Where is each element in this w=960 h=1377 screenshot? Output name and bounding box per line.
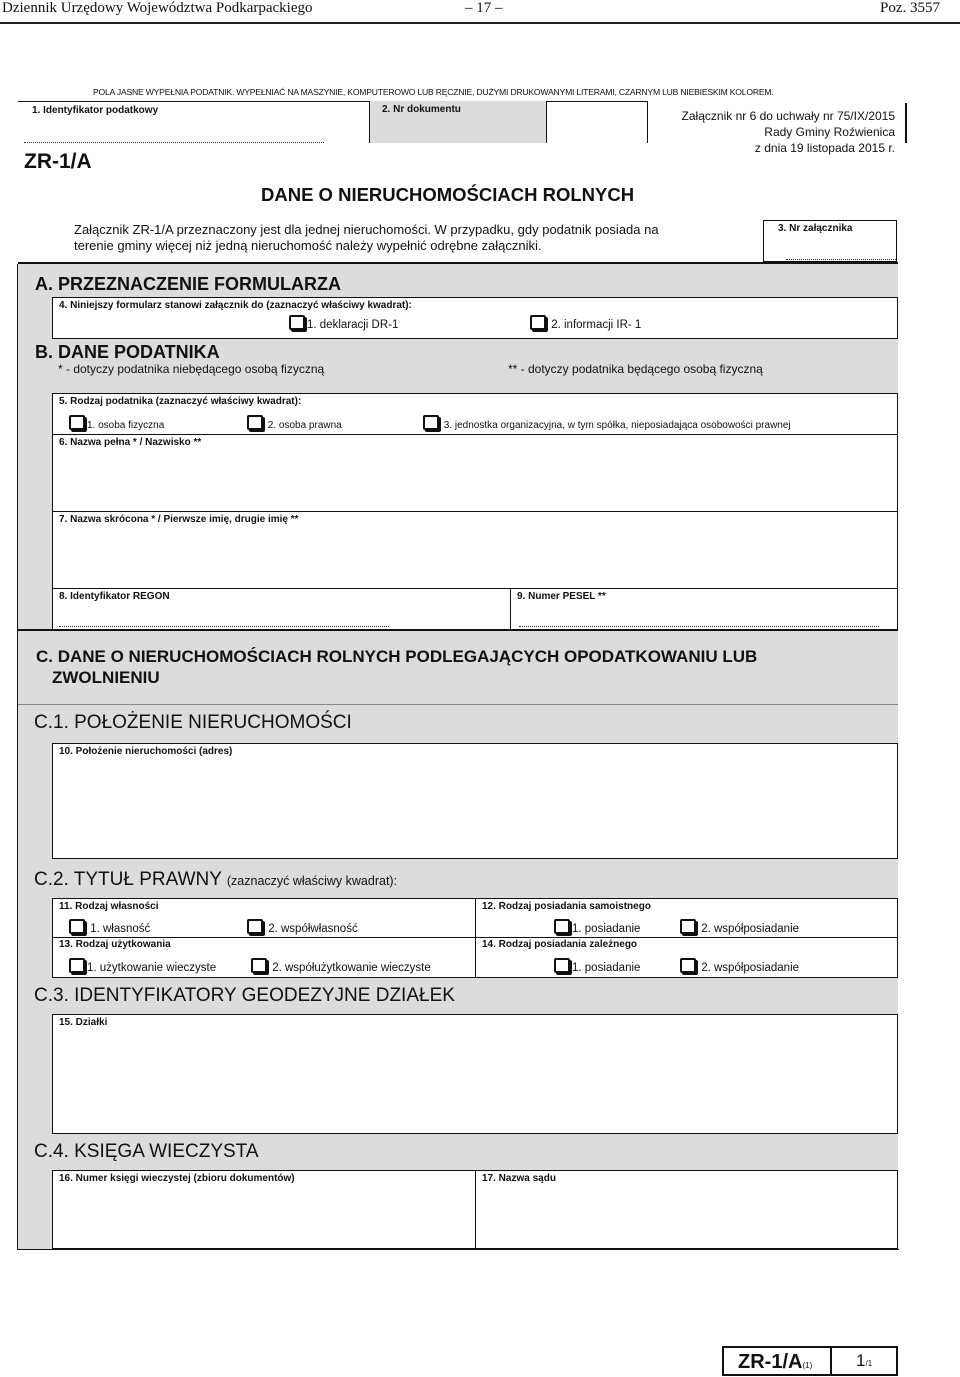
field-court-name-label: 17. Nazwa sądu <box>482 1173 556 1184</box>
option-co-ownership[interactable] <box>247 919 358 935</box>
field-ownership-type <box>52 898 476 938</box>
checkbox-icon[interactable] <box>680 958 696 973</box>
field-land-register-number-label: 16. Numer księgi wieczystej (zbioru dokumentów) <box>59 1173 295 1184</box>
field-regon-line <box>59 626 389 627</box>
option-perpetual-usufruct[interactable] <box>69 958 216 974</box>
field-attachment-number-label: 3. Nr załącznika <box>778 223 853 234</box>
field-independent-possession-label: 12. Rodzaj posiadania samoistnego <box>482 901 651 912</box>
section-a-title: A. PRZEZNACZENIE FORMULARZA <box>35 274 341 294</box>
footer-page: 1 <box>856 1351 866 1370</box>
checkbox-icon[interactable] <box>69 958 85 973</box>
option-ownership[interactable] <box>69 919 150 935</box>
field-doc-number-label: 2. Nr dokumentu <box>382 104 461 115</box>
field-full-name[interactable] <box>52 434 898 512</box>
checkbox-icon[interactable] <box>530 315 546 330</box>
option-co-ownership-label: 2. współwłasność <box>268 923 358 935</box>
section-c-title-line: C. DANE O NIERUCHOMOŚCIACH ROLNYCH PODLEGAJĄCYCH OPODATKOWANIU LUB <box>36 647 758 666</box>
option-ownership-label: 1. własność <box>90 923 151 935</box>
section-c2-title <box>34 869 397 891</box>
form-left-rule <box>17 264 18 1250</box>
field-plots[interactable] <box>52 1014 898 1134</box>
field-pesel[interactable] <box>510 588 898 630</box>
section-c-title-line: ZWOLNIENIU <box>52 668 160 687</box>
field-usage-type <box>52 937 476 978</box>
checkbox-icon[interactable] <box>680 919 696 934</box>
section-c-title <box>36 646 757 688</box>
footer-form-code-sub: (1) <box>802 1361 813 1370</box>
attachment-note <box>640 108 895 156</box>
checkbox-icon[interactable] <box>247 919 263 934</box>
attachment-note-line: Rady Gminy Roźwienica <box>764 125 895 139</box>
divider <box>18 704 898 705</box>
intro-line: Załącznik ZR-1/A przeznaczony jest dla jednej nieruchomości. W przypadku, gdy podatnik posiada na <box>74 222 659 237</box>
field-tax-id-line <box>24 142 324 143</box>
option-dep-co-possession[interactable] <box>680 958 799 974</box>
checkbox-icon[interactable] <box>247 415 263 430</box>
note-non-natural: * - dotyczy podatnika niebędącego osobą fizyczną <box>58 362 325 376</box>
checkbox-icon[interactable] <box>423 415 439 430</box>
footer-form-code <box>738 1351 812 1374</box>
header-rule <box>0 22 960 24</box>
field-independent-possession <box>475 898 898 938</box>
option-ir1-label: 2. informacji IR- 1 <box>551 319 642 331</box>
form-title: DANE O NIERUCHOMOŚCIACH ROLNYCH <box>261 184 635 205</box>
option-dr1[interactable] <box>289 315 398 331</box>
checkbox-icon[interactable] <box>251 958 267 973</box>
section-c-rule <box>18 629 898 631</box>
checkbox-icon[interactable] <box>554 958 570 973</box>
attachment-note-line: z dnia 19 listopada 2015 r. <box>754 141 895 155</box>
option-co-perpetual-usufruct-label: 2. współużytkowanie wieczyste <box>272 962 431 974</box>
note-natural: ** - dotyczy podatnika będącego osobą fizyczną <box>508 362 763 376</box>
field-property-location[interactable] <box>52 743 898 859</box>
section-c3-title: C.3. IDENTYFIKATORY GEODEZYJNE DZIAŁEK <box>34 985 455 1006</box>
field-land-register-number[interactable] <box>52 1170 476 1249</box>
intro-text <box>74 222 659 254</box>
field-form-purpose-label: 4. Niniejszy formularz stanowi załącznik do (zaznaczyć właściwy kwadrat): <box>59 300 412 311</box>
field-tax-id[interactable] <box>18 101 370 143</box>
option-co-possession-label: 2. współposiadanie <box>701 923 800 935</box>
field-court-name[interactable] <box>475 1170 898 1249</box>
form-code: ZR-1/A <box>24 150 92 173</box>
checkbox-icon[interactable] <box>554 919 570 934</box>
checkbox-icon[interactable] <box>289 315 305 330</box>
option-organizational-unit-label: 3. jednostka organizacyjna, w tym spółka, nieposiadająca osobowości prawnej <box>443 420 791 431</box>
field-doc-number[interactable] <box>546 101 648 143</box>
option-legal-person[interactable] <box>247 415 342 431</box>
option-co-possession[interactable] <box>680 919 799 935</box>
field-attachment-number-line <box>786 259 896 260</box>
field-attachment-number[interactable] <box>763 220 897 262</box>
footer-code-box <box>722 1346 898 1376</box>
intro-line: terenie gminy więcej niż jedną nieruchomość należy wypełnić odrębne załączniki. <box>74 238 542 253</box>
field-dependent-possession-label: 14. Rodzaj posiadania zależnego <box>482 939 638 950</box>
field-short-name-label: 7. Nazwa skrócona * / Pierwsze imię, drugie imię ** <box>59 514 299 525</box>
option-possession[interactable] <box>554 919 640 935</box>
option-dep-possession[interactable] <box>554 958 640 974</box>
field-tax-id-label: 1. Identyfikator podatkowy <box>32 105 159 116</box>
footer-page-of: /1 <box>865 1359 873 1368</box>
page-number: – 17 – <box>465 0 503 16</box>
field-full-name-label: 6. Nazwa pełna * / Nazwisko ** <box>59 437 202 448</box>
option-dr1-label: 1. deklaracji DR-1 <box>307 319 399 331</box>
option-co-perpetual-usufruct[interactable] <box>251 958 431 974</box>
footer-divider <box>830 1348 832 1374</box>
field-regon[interactable] <box>52 588 511 630</box>
option-perpetual-usufruct-label: 1. użytkowanie wieczyste <box>87 962 217 974</box>
footer-form-code-text: ZR-1/A <box>738 1351 803 1373</box>
field-dependent-possession <box>475 937 898 978</box>
field-regon-label: 8. Identyfikator REGON <box>59 591 170 602</box>
attachment-note-line: Załącznik nr 6 do uchwały nr 75/IX/2015 <box>681 109 895 123</box>
option-dep-co-possession-label: 2. współposiadanie <box>701 962 800 974</box>
option-natural-person-label: 1. osoba fizyczna <box>87 420 165 431</box>
field-ownership-type-label: 11. Rodzaj własności <box>59 901 159 912</box>
field-short-name[interactable] <box>52 511 898 589</box>
option-organizational-unit[interactable] <box>423 415 791 431</box>
option-legal-person-label: 2. osoba prawna <box>267 420 342 431</box>
section-c4-title: C.4. KSIĘGA WIECZYSTA <box>34 1141 259 1162</box>
section-c1-title: C.1. POŁOŻENIE NIERUCHOMOŚCI <box>34 712 352 733</box>
position-number: Poz. 3557 <box>880 0 940 16</box>
checkbox-icon[interactable] <box>69 415 85 430</box>
field-property-location-label: 10. Położenie nieruchomości (adres) <box>59 746 233 757</box>
field-taxpayer-type <box>52 393 898 435</box>
journal-title: Dziennik Urzędowy Województwa Podkarpackiego <box>2 0 313 16</box>
option-dep-possession-label: 1. posiadanie <box>572 962 641 974</box>
fill-instruction: POLA JASNE WYPEŁNIA PODATNIK. WYPEŁNIAĆ NA MASZYNIE, KOMPUTEROWO LUB RĘCZNIE, DUŻYMI DRUKOWANYMI LITERAMI, CZARNYM LUB NIEBIESKIM KOLOREM. <box>93 87 774 97</box>
field-pesel-line <box>519 626 879 627</box>
option-natural-person[interactable] <box>69 415 164 431</box>
checkbox-icon[interactable] <box>69 919 85 934</box>
section-c2-hint: (zaznaczyć właściwy kwadrat): <box>226 874 398 888</box>
section-c2-title-text: C.2. TYTUŁ PRAWNY <box>34 869 222 890</box>
form-bottom-rule <box>17 1249 899 1250</box>
field-pesel-label: 9. Numer PESEL ** <box>517 591 606 602</box>
field-usage-type-label: 13. Rodzaj użytkowania <box>59 939 171 950</box>
footer-page-count <box>856 1351 872 1371</box>
field-taxpayer-type-label: 5. Rodzaj podatnika (zaznaczyć właściwy kwadrat): <box>59 396 302 407</box>
field-plots-label: 15. Działki <box>59 1017 108 1028</box>
section-b-title: B. DANE PODATNIKA <box>35 342 220 362</box>
option-ir1[interactable] <box>530 315 641 331</box>
note-bracket <box>905 103 907 143</box>
field-form-purpose <box>52 297 898 339</box>
form-top-rule <box>18 262 898 264</box>
option-possession-label: 1. posiadanie <box>572 923 641 935</box>
